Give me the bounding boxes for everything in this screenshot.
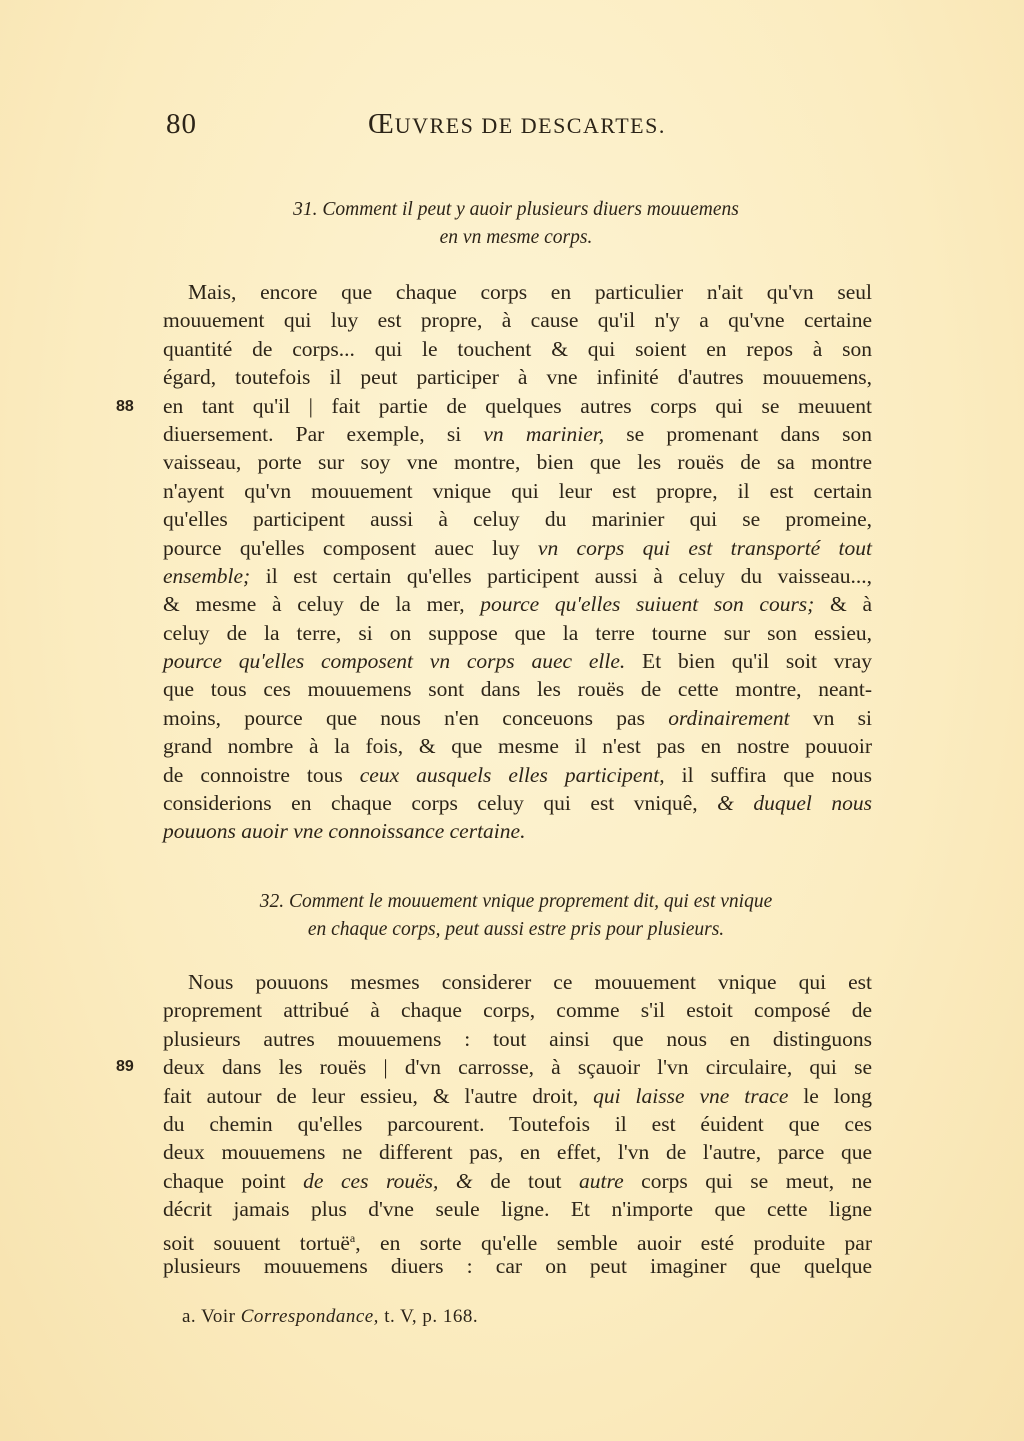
paragraph-1: Mais, encore que chaque corps en particulier n'ait qu'vn seul mouuement qui luy est propre, à cause qu'il n'y a qu'vne certaine quantité de corps... qui le touchent & qui soient en repos à son égard, toutefois il peut participer à vne infinité d'autres mouuemens, en tant qu'il | fait partie de quelques autres corps qui se meuuent diuersement. Par exemple, si vn marinier, se promenant dans son vaisseau, porte sur soy vne montre, bien que les rouës de sa montre n'ayent qu'vn mouuement vnique qui leur est propre, il est certain qu'elles participent aussi à celuy du marinier qui se promeine, pource qu'elles composent auec luy vn corps qui est transporté tout ensemble; il est certain qu'elles participent aussi à celuy du vaisseau..., & mesme à celuy de la mer, pource qu'elles suiuent son cours; & à celuy de la terre, si on suppose que la terre tourne sur son essieu, pource qu'elles composent vn corps auec elle. Et bien qu'il soit vray que tous ces mouuemens sont dans les rouës de cette montre, neant- moins, pource que nous n'en conceuons pas ordinairement vn si grand nombre à la fois, & que mesme il n'est pas en nostre pouuoir de connoistre tous ceux ausquels elles participent, il suffira que nous considerions en chaque corps celuy qui est vniquê, & duquel nous pouuons auoir vne connoissance certaine. (163, 280, 872, 844)
section-31-heading: 31. Comment il peut y auoir plusieurs diuers mouuemens en vn mesme corps. (293, 199, 739, 248)
margin-number-89: 89 (116, 1058, 134, 1075)
margin-number-88: 88 (116, 398, 134, 415)
running-title: ŒUVRES DE DESCARTES. (368, 108, 666, 140)
paragraph-2: Nous pouuons mesmes considerer ce mouuement vnique qui est proprement attribué à chaque corps, comme s'il estoit composé de plusieurs autres mouuemens : tout ainsi que nous en distinguons deux dans les rouës | d'vn carrosse, à sçauoir l'vn circulaire, qui se fait autour de leur essieu, & l'autre droit, qui laisse vne trace le long du chemin qu'elles parcourent. Toutefois il est éuident que ces deux mouuemens ne different pas, en effet, l'vn de l'autre, parce que chaque point de ces rouës, & de tout autre corps qui se meut, ne décrit jamais plus d'vne seule ligne. Et n'importe que cette ligne soit souuent tortuë$^a$, en sorte qu'elle semble auoir esté produite par plusieurs mouuemens diuers : car on peut imaginer que quelque (163, 970, 872, 1278)
footnote: a. Voir Correspondance, t. V, p. 168. (182, 1306, 479, 1327)
section-32-heading: 32. Comment le mouuement vnique proprement dit, qui est vnique en chaque corps, peut aussi estre pris pour plusieurs. (259, 891, 773, 940)
page-number: 80 (166, 108, 197, 140)
page-header (166, 108, 886, 148)
